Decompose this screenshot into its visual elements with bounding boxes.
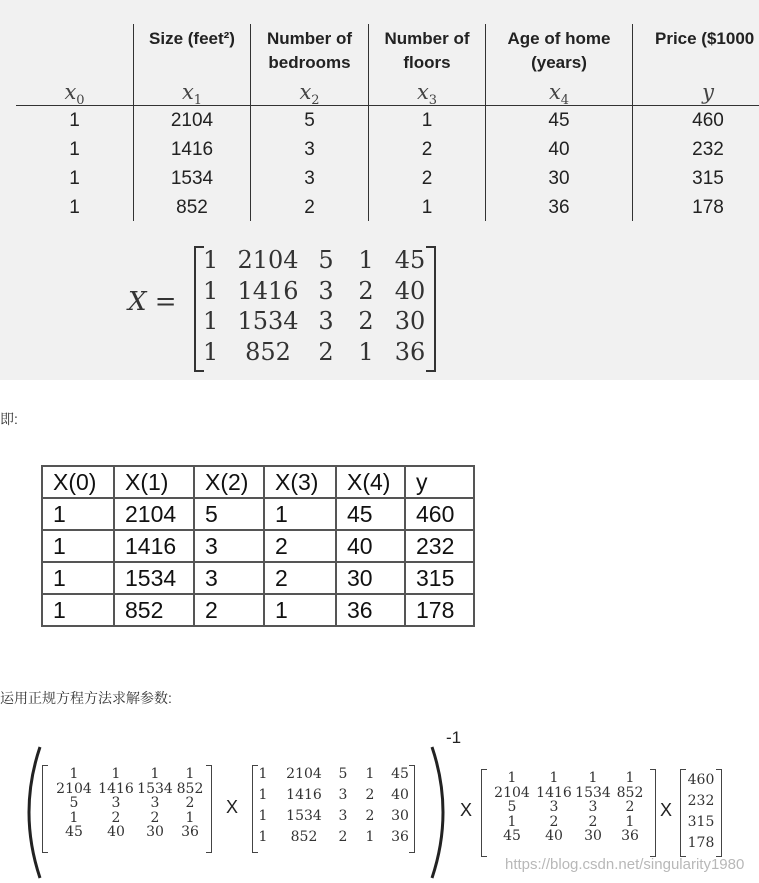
matrix-cell: 45 (503, 828, 521, 844)
table-cell: 1534 (114, 562, 194, 594)
matrix-cell: 1 (365, 766, 375, 782)
table-header-cell: X(1) (114, 466, 194, 498)
housing-figure (0, 0, 759, 380)
table-cell: 30 (336, 562, 405, 594)
table-cell: 1 (421, 197, 433, 218)
table-cell: 1 (69, 197, 80, 218)
matrix-cell: 40 (394, 276, 426, 305)
matrix-cell: 1 (507, 813, 517, 830)
matrix-cell: 2 (625, 799, 635, 815)
table-cell: 852 (176, 197, 208, 218)
matrix-cell: 1416 (536, 784, 572, 801)
table-cell: 3 (194, 530, 264, 562)
matrix-label: X = (128, 287, 177, 317)
matrix-cell: 1 (111, 766, 121, 782)
table-cell: 5 (194, 498, 264, 530)
matrix-cell: 1416 (98, 780, 134, 797)
matrix-cell: 1534 (137, 780, 173, 797)
xt2-left-bracket (481, 769, 487, 857)
table-cell: 2 (304, 197, 315, 218)
text-normal-equation: 运用正规方程方法求解参数: (0, 690, 172, 706)
matrix-cell: 3 (318, 307, 334, 335)
matrix-cell: 1 (258, 787, 268, 803)
table-cell: 1 (42, 594, 114, 626)
var-x4: $x_4$ (548, 80, 570, 109)
matrix-cell: 2 (318, 337, 334, 366)
table-cell: 40 (548, 139, 570, 160)
table-row (42, 498, 474, 530)
table-cell: 36 (336, 594, 405, 626)
matrix-cell: 2104 (286, 766, 322, 782)
text-ji: 即: (0, 411, 18, 427)
matrix-cell: 5 (318, 246, 334, 274)
table-header-cell: X(3) (264, 466, 336, 498)
var-x0: $x_0$ (64, 80, 85, 109)
table-row (42, 594, 474, 626)
matrix-cell: 1 (258, 829, 268, 845)
matrix-cell: 45 (394, 246, 426, 274)
matrix-cell: 3 (338, 787, 348, 803)
matrix-cell: 40 (545, 828, 563, 844)
var-y: y (702, 80, 714, 104)
table-cell: 2 (194, 594, 264, 626)
right-paren (428, 745, 458, 880)
matrix-cell: 2104 (56, 780, 92, 797)
matrix-cell: 45 (391, 766, 409, 782)
table-cell: 3 (304, 139, 315, 160)
data-table (41, 465, 475, 627)
matrix-cell: 2 (111, 809, 121, 826)
table-cell: 232 (692, 139, 724, 160)
matrix-cell: 1 (507, 770, 517, 786)
table-cell: 5 (304, 110, 315, 131)
table-cell: 1 (69, 139, 80, 160)
table-cell: 1 (69, 110, 80, 131)
matrix-cell: 1 (150, 766, 160, 782)
table-cell: 178 (405, 594, 474, 626)
table-cell: 852 (114, 594, 194, 626)
matrix-cell: 2 (588, 813, 598, 830)
xt-left-bracket (42, 765, 48, 853)
matrix-cell: 315 (687, 814, 715, 830)
matrix-cell: 2 (185, 795, 195, 811)
matrix-cell: 852 (616, 784, 644, 801)
header-bedrooms: Number of bedrooms (267, 29, 352, 72)
times-sign: X (226, 797, 239, 817)
table-header-row (42, 466, 474, 498)
table-cell: 45 (548, 110, 570, 131)
matrix-cell: 5 (69, 795, 79, 811)
table-cell: 315 (405, 562, 474, 594)
table-cell: 1 (42, 562, 114, 594)
table-cell: 2104 (114, 498, 194, 530)
table-row (42, 562, 474, 594)
header-size: Size (feet²) (149, 29, 235, 48)
table-cell: 2 (421, 139, 433, 160)
table-cell: 1 (69, 168, 80, 189)
table-cell: 3 (304, 168, 315, 189)
matrix-cell: 2 (358, 307, 374, 335)
table-cell: 460 (405, 498, 474, 530)
matrix-cell: 2104 (237, 246, 299, 274)
table-header-cell: y (405, 466, 474, 498)
table-cell: 2 (264, 562, 336, 594)
matrix-cell: 178 (687, 835, 715, 851)
matrix-cell: 3 (318, 276, 334, 305)
table-cell: 40 (336, 530, 405, 562)
left-paren (14, 745, 44, 880)
watermark: https://blog.csdn.net/singularity1980 (505, 856, 745, 873)
table-cell: 2 (421, 168, 433, 189)
table-cell: 1 (42, 498, 114, 530)
matrix-cell: 1534 (286, 808, 322, 824)
matrix-cell: 1 (203, 337, 219, 366)
matrix-cell: 36 (391, 829, 409, 845)
var-x1: $x_1$ (181, 80, 203, 109)
matrix-cell: 1 (625, 813, 635, 830)
matrix-cell: 1 (358, 246, 374, 274)
table-cell: 1 (421, 110, 433, 131)
matrix-cell: 30 (394, 307, 426, 335)
matrix-cell: 2 (338, 829, 348, 845)
matrix-cell: 5 (507, 799, 517, 815)
matrix-cell: 1534 (237, 307, 299, 335)
table-header-cell: X(4) (336, 466, 405, 498)
matrix-cell: 852 (245, 337, 291, 366)
matrix-cell: 1 (549, 770, 559, 786)
table-cell: 178 (692, 197, 724, 218)
table-cell: 1534 (170, 168, 214, 189)
table-cell: 30 (548, 168, 570, 189)
table-cell: 232 (405, 530, 474, 562)
matrix-cell: 30 (146, 824, 164, 840)
var-x2: $x_2$ (299, 80, 320, 109)
matrix-cell: 1416 (286, 787, 322, 803)
table-header-cell: X(2) (194, 466, 264, 498)
matrix-cell: 852 (290, 829, 318, 845)
matrix-cell: 1 (258, 808, 268, 824)
matrix-cell: 232 (687, 793, 715, 809)
table-cell: 1416 (114, 530, 194, 562)
matrix-cell: 2 (549, 813, 559, 830)
table-cell: 36 (548, 197, 570, 218)
table-cell: 460 (692, 110, 724, 131)
matrix-cell: 1 (203, 246, 219, 274)
matrix-cell: 2104 (494, 784, 530, 801)
matrix-cell: 1 (69, 766, 79, 782)
table-cell: 1 (264, 498, 336, 530)
table-cell: 1416 (170, 139, 214, 160)
matrix-cell: 1 (185, 809, 195, 826)
var-x3: $x_3$ (416, 80, 438, 109)
matrix-cell: 30 (584, 828, 602, 844)
matrix-cell: 2 (365, 808, 375, 824)
table-cell: 315 (692, 168, 724, 189)
table-cell: 1 (42, 530, 114, 562)
matrix-cell: 1 (588, 770, 598, 786)
table-cell: 1 (264, 594, 336, 626)
matrix-cell: 1 (365, 829, 375, 845)
table-cell: 2 (264, 530, 336, 562)
matrix-cell: 1 (203, 276, 219, 305)
matrix-cell: 1 (258, 766, 268, 782)
matrix-cell: 2 (365, 787, 375, 803)
matrix-cell: 3 (549, 799, 559, 815)
table-header-cell: X(0) (42, 466, 114, 498)
matrix-cell: 1 (625, 770, 635, 786)
matrix-cell: 36 (181, 824, 199, 840)
matrix-cell: 3 (338, 808, 348, 824)
matrix-cell: 1 (358, 337, 374, 366)
matrix-cell: 30 (391, 808, 409, 824)
matrix-cell: 36 (394, 337, 426, 366)
times-sign: X (460, 800, 473, 820)
matrix-cell: 1 (185, 766, 195, 782)
matrix-cell: 460 (687, 772, 715, 788)
table-cell: 2104 (170, 110, 214, 131)
matrix-cell: 45 (65, 824, 83, 840)
table-cell: 3 (194, 562, 264, 594)
header-price: Price ($1000 (655, 29, 755, 48)
matrix-cell: 1 (203, 307, 219, 335)
times-sign: X (660, 800, 673, 820)
matrix-cell: 3 (111, 795, 121, 811)
header-floors: Number of floors (384, 29, 470, 72)
inverse-exponent: -1 (446, 728, 462, 747)
matrix-cell: 36 (621, 828, 639, 844)
matrix-cell: 1534 (575, 784, 611, 801)
matrix-cell: 5 (338, 766, 348, 782)
matrix-cell: 3 (150, 795, 160, 811)
matrix-cell: 40 (391, 787, 409, 803)
matrix-cell: 2 (358, 276, 374, 305)
table-cell: 45 (336, 498, 405, 530)
table-row (42, 530, 474, 562)
matrix-cell: 1416 (237, 276, 299, 305)
matrix-cell: 852 (176, 780, 204, 797)
matrix-cell: 1 (69, 809, 79, 826)
matrix-cell: 40 (107, 824, 125, 840)
matrix-cell: 3 (588, 799, 598, 815)
matrix-cell: 2 (150, 809, 160, 826)
header-age: Age of home (years) (507, 29, 611, 72)
